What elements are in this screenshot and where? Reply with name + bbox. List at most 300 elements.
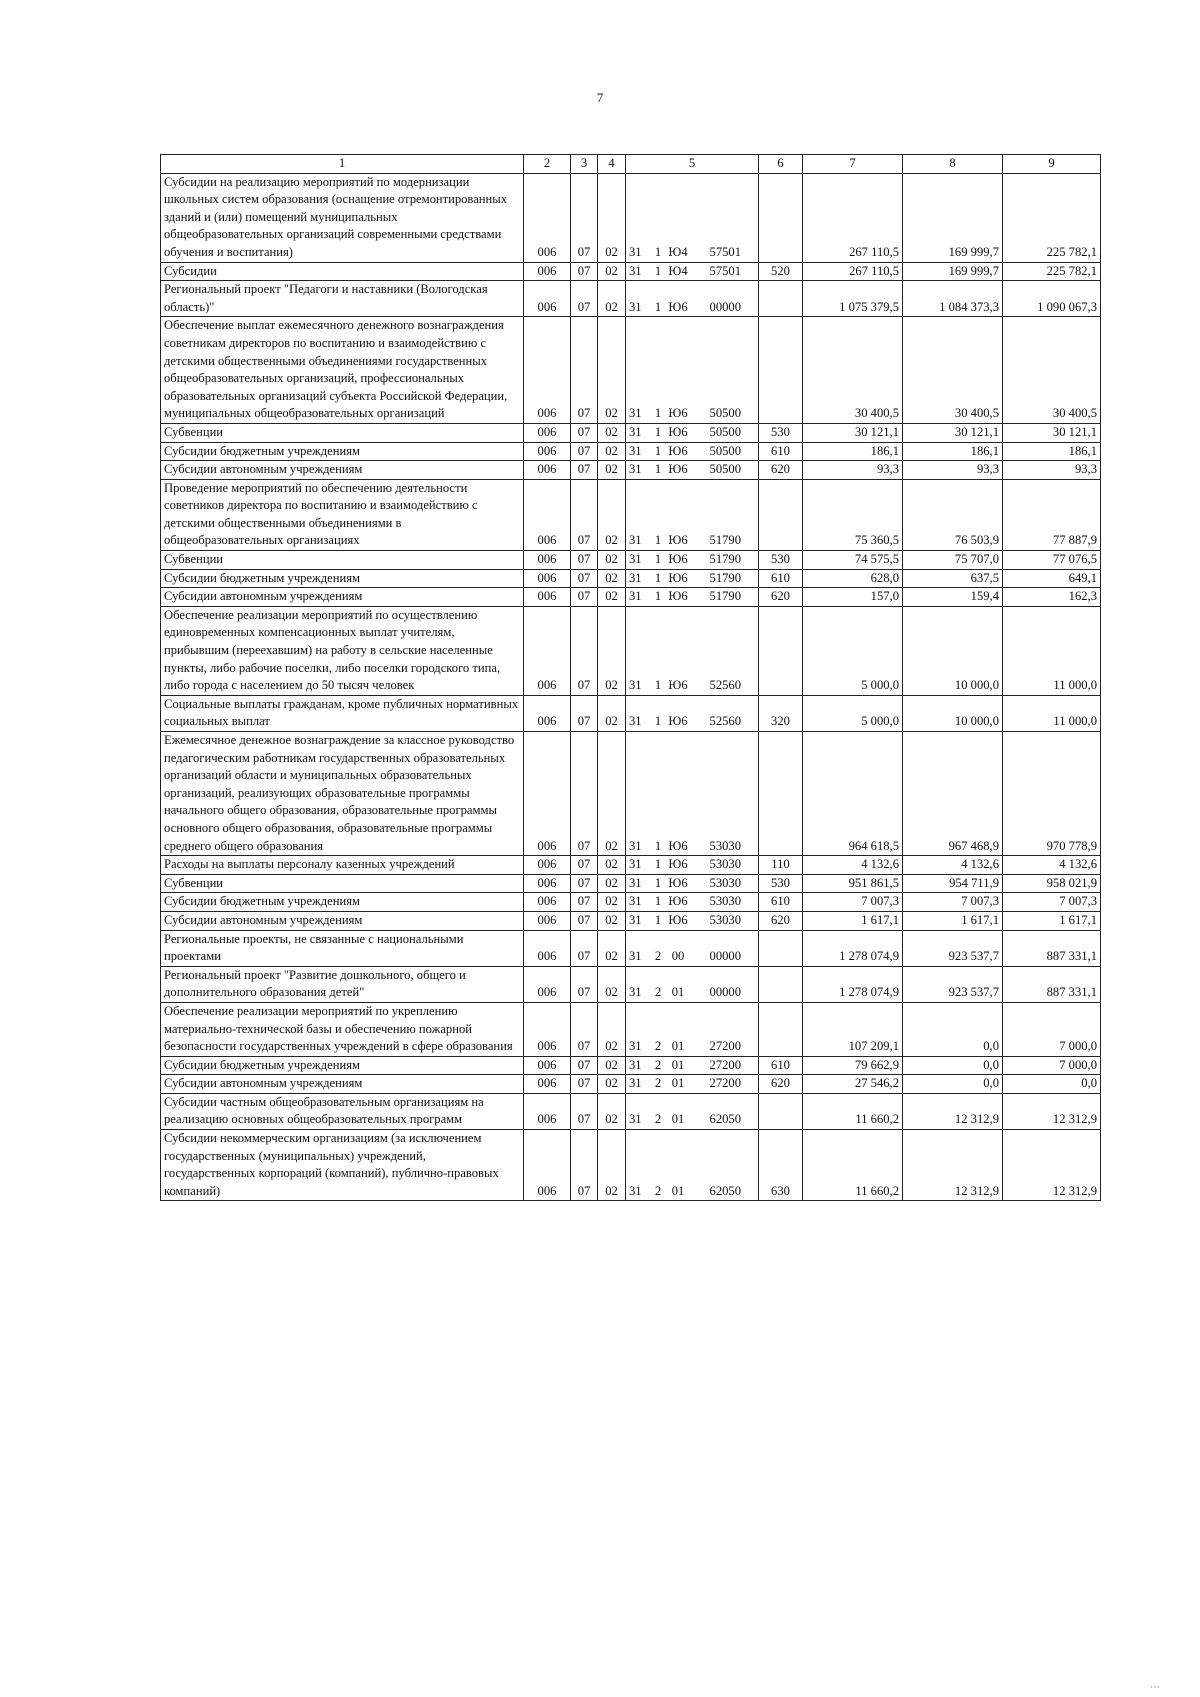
target-article-part: 2 (654, 1076, 662, 1091)
code-subsection: 02 (598, 1056, 626, 1075)
header-row (161, 155, 1101, 174)
target-article-part: 52560 (709, 678, 741, 693)
target-article-part: 00 (671, 949, 685, 964)
code-admin: 006 (524, 479, 571, 550)
target-article-part: 31 (629, 838, 642, 853)
code-admin: 006 (524, 1075, 571, 1094)
header-cell: 3 (571, 155, 598, 174)
code-admin: 006 (524, 1093, 571, 1129)
amount-col7: 1 617,1 (803, 911, 903, 930)
target-article-part: Ю4 (668, 244, 688, 259)
amount-col7: 11 660,2 (803, 1093, 903, 1129)
amount-col9: 7 000,0 (1003, 1056, 1101, 1075)
code-subsection: 02 (598, 569, 626, 588)
code-section: 07 (571, 695, 598, 731)
table-row (161, 317, 1101, 424)
amount-col8: 169 999,7 (903, 173, 1003, 262)
code-expense-type (759, 173, 803, 262)
table-row (161, 423, 1101, 442)
amount-col8: 0,0 (903, 1056, 1003, 1075)
amount-col9: 11 000,0 (1003, 695, 1101, 731)
amount-col8: 0,0 (903, 1075, 1003, 1094)
target-article-part: 31 (629, 857, 642, 872)
code-section: 07 (571, 588, 598, 607)
item-name: Расходы на выплаты персоналу казенных учреждений (161, 856, 524, 875)
code-admin: 006 (524, 1002, 571, 1056)
target-article-part: 1 (654, 838, 662, 853)
code-target-article (626, 173, 759, 262)
target-article-part: 2 (654, 1057, 662, 1072)
target-article-part: 57501 (709, 263, 741, 278)
code-target-article (626, 1002, 759, 1056)
code-expense-type: 610 (759, 569, 803, 588)
code-section: 07 (571, 874, 598, 893)
code-admin: 006 (524, 262, 571, 281)
code-section: 07 (571, 461, 598, 480)
code-section: 07 (571, 1056, 598, 1075)
code-subsection: 02 (598, 461, 626, 480)
amount-col7: 107 209,1 (803, 1002, 903, 1056)
code-admin: 006 (524, 423, 571, 442)
amount-col8: 1 617,1 (903, 911, 1003, 930)
amount-col7: 964 618,5 (803, 732, 903, 856)
table-row (161, 1056, 1101, 1075)
code-target-article (626, 966, 759, 1002)
amount-col8: 30 400,5 (903, 317, 1003, 424)
code-expense-type (759, 479, 803, 550)
target-article-part: 50500 (709, 424, 741, 439)
code-target-article (626, 930, 759, 966)
amount-col7: 186,1 (803, 442, 903, 461)
amount-col8: 75 707,0 (903, 551, 1003, 570)
target-article-part: 31 (629, 462, 642, 477)
code-expense-type: 610 (759, 1056, 803, 1075)
code-expense-type: 530 (759, 423, 803, 442)
target-article-part: 2 (654, 949, 662, 964)
code-target-article (626, 423, 759, 442)
amount-col8: 186,1 (903, 442, 1003, 461)
target-article-part: 1 (654, 443, 662, 458)
code-expense-type: 620 (759, 911, 803, 930)
target-article-part: Ю6 (668, 443, 688, 458)
item-name: Обеспечение выплат ежемесячного денежного вознаграждения советникам директоров по воспитанию и взаимодействию с детскими общественными объединениями государственных общеобразовательных организаций, профессиональных образовательных организаций субъекта Российской Федерации, муниципальных общеобразовательных организаций (161, 317, 524, 424)
amount-col8: 76 503,9 (903, 479, 1003, 550)
target-article-part: 1 (654, 857, 662, 872)
amount-col7: 7 007,3 (803, 893, 903, 912)
item-name: Субсидии (161, 262, 524, 281)
code-section: 07 (571, 732, 598, 856)
target-article-part: 1 (654, 912, 662, 927)
amount-col8: 12 312,9 (903, 1093, 1003, 1129)
table-row (161, 262, 1101, 281)
code-expense-type (759, 281, 803, 317)
amount-col7: 628,0 (803, 569, 903, 588)
table-row (161, 930, 1101, 966)
amount-col7: 30 400,5 (803, 317, 903, 424)
target-article-part: 31 (629, 1076, 642, 1091)
target-article-part: 1 (654, 714, 662, 729)
amount-col9: 77 887,9 (1003, 479, 1101, 550)
code-subsection: 02 (598, 732, 626, 856)
item-name: Субсидии бюджетным учреждениям (161, 1056, 524, 1075)
target-article-part: 50500 (709, 462, 741, 477)
code-target-article (626, 442, 759, 461)
amount-col9: 1 090 067,3 (1003, 281, 1101, 317)
target-article-part: Ю6 (668, 894, 688, 909)
item-name: Субсидии бюджетным учреждениям (161, 893, 524, 912)
amount-col8: 4 132,6 (903, 856, 1003, 875)
table-row (161, 893, 1101, 912)
amount-col9: 4 132,6 (1003, 856, 1101, 875)
code-section: 07 (571, 423, 598, 442)
target-article-part: 1 (654, 406, 662, 421)
target-article-part: Ю6 (668, 462, 688, 477)
target-article-part: Ю4 (668, 263, 688, 278)
amount-col7: 157,0 (803, 588, 903, 607)
amount-col8: 1 084 373,3 (903, 281, 1003, 317)
code-admin: 006 (524, 911, 571, 930)
target-article-part: 1 (654, 589, 662, 604)
code-expense-type: 620 (759, 1075, 803, 1094)
table-row (161, 911, 1101, 930)
target-article-part: 52560 (709, 714, 741, 729)
amount-col7: 951 861,5 (803, 874, 903, 893)
code-subsection: 02 (598, 442, 626, 461)
target-article-part: 51790 (709, 533, 741, 548)
target-article-part: 50500 (709, 406, 741, 421)
amount-col8: 0,0 (903, 1002, 1003, 1056)
code-expense-type: 610 (759, 442, 803, 461)
target-article-part: 01 (671, 1039, 685, 1054)
code-section: 07 (571, 930, 598, 966)
target-article-part: 31 (629, 985, 642, 1000)
code-section: 07 (571, 281, 598, 317)
target-article-part: Ю6 (668, 714, 688, 729)
item-name: Субсидии частным общеобразовательным организациям на реализацию основных общеобразовательных программ (161, 1093, 524, 1129)
table-row (161, 1075, 1101, 1094)
code-subsection: 02 (598, 262, 626, 281)
header-cell: 5 (626, 155, 759, 174)
target-article-part: 2 (654, 1112, 662, 1127)
code-admin: 006 (524, 569, 571, 588)
target-article-part: Ю6 (668, 424, 688, 439)
amount-col9: 12 312,9 (1003, 1093, 1101, 1129)
code-admin: 006 (524, 1130, 571, 1201)
code-admin: 006 (524, 281, 571, 317)
code-target-article (626, 874, 759, 893)
amount-col8: 10 000,0 (903, 606, 1003, 695)
code-subsection: 02 (598, 874, 626, 893)
code-subsection: 02 (598, 423, 626, 442)
item-name: Субвенции (161, 423, 524, 442)
table-row (161, 1130, 1101, 1201)
target-article-part: 62050 (709, 1183, 741, 1198)
item-name: Региональный проект "Развитие дошкольного, общего и дополнительного образования детей" (161, 966, 524, 1002)
target-article-part: 01 (671, 1112, 685, 1127)
code-subsection: 02 (598, 173, 626, 262)
header-cell: 1 (161, 155, 524, 174)
target-article-part: 1 (654, 244, 662, 259)
code-admin: 006 (524, 442, 571, 461)
target-article-part: 00000 (709, 985, 741, 1000)
amount-col7: 4 132,6 (803, 856, 903, 875)
code-expense-type: 610 (759, 893, 803, 912)
code-admin: 006 (524, 461, 571, 480)
target-article-part: 31 (629, 263, 642, 278)
amount-col7: 5 000,0 (803, 695, 903, 731)
target-article-part: 01 (671, 1183, 685, 1198)
target-article-part: 31 (629, 875, 642, 890)
amount-col8: 637,5 (903, 569, 1003, 588)
table-row (161, 1093, 1101, 1129)
amount-col8: 923 537,7 (903, 930, 1003, 966)
amount-col9: 30 121,1 (1003, 423, 1101, 442)
amount-col9: 649,1 (1003, 569, 1101, 588)
code-subsection: 02 (598, 695, 626, 731)
code-subsection: 02 (598, 317, 626, 424)
amount-col7: 74 575,5 (803, 551, 903, 570)
target-article-part: 53030 (709, 838, 741, 853)
amount-col7: 1 278 074,9 (803, 966, 903, 1002)
header-cell: 6 (759, 155, 803, 174)
code-expense-type: 630 (759, 1130, 803, 1201)
amount-col7: 79 662,9 (803, 1056, 903, 1075)
target-article-part: 31 (629, 1112, 642, 1127)
code-admin: 006 (524, 966, 571, 1002)
target-article-part: 57501 (709, 244, 741, 259)
target-article-part: 31 (629, 244, 642, 259)
code-admin: 006 (524, 856, 571, 875)
target-article-part: 31 (629, 570, 642, 585)
amount-col7: 1 075 379,5 (803, 281, 903, 317)
code-subsection: 02 (598, 551, 626, 570)
table-row (161, 479, 1101, 550)
item-name: Субвенции (161, 551, 524, 570)
target-article-part: 1 (654, 570, 662, 585)
amount-col9: 970 778,9 (1003, 732, 1101, 856)
amount-col8: 923 537,7 (903, 966, 1003, 1002)
code-subsection: 02 (598, 281, 626, 317)
target-article-part: 1 (654, 424, 662, 439)
code-expense-type (759, 606, 803, 695)
amount-col8: 12 312,9 (903, 1130, 1003, 1201)
item-name: Обеспечение реализации мероприятий по осуществлению единовременных компенсационных выплат учителям, прибывшим (переехавшим) на работу в сельские населенные пункты, либо рабочие поселки, либо поселки городского типа, либо города с населением до 50 тысяч человек (161, 606, 524, 695)
target-article-part: 31 (629, 1057, 642, 1072)
header-cell: 7 (803, 155, 903, 174)
code-section: 07 (571, 1093, 598, 1129)
target-article-part: 01 (671, 1076, 685, 1091)
code-subsection: 02 (598, 893, 626, 912)
code-admin: 006 (524, 588, 571, 607)
code-target-article (626, 588, 759, 607)
amount-col9: 12 312,9 (1003, 1130, 1101, 1201)
amount-col9: 186,1 (1003, 442, 1101, 461)
code-target-article (626, 695, 759, 731)
code-section: 07 (571, 262, 598, 281)
item-name: Субсидии автономным учреждениям (161, 461, 524, 480)
amount-col7: 11 660,2 (803, 1130, 903, 1201)
target-article-part: 1 (654, 299, 662, 314)
item-name: Обеспечение реализации мероприятий по укреплению материально-технической базы и обеспечению пожарной безопасности государственных учреждений в сфере образования (161, 1002, 524, 1056)
code-expense-type (759, 1002, 803, 1056)
code-subsection: 02 (598, 479, 626, 550)
target-article-part: 1 (654, 678, 662, 693)
code-target-article (626, 569, 759, 588)
code-section: 07 (571, 317, 598, 424)
amount-col8: 7 007,3 (903, 893, 1003, 912)
target-article-part: 31 (629, 949, 642, 964)
table-body (161, 173, 1101, 1201)
code-admin: 006 (524, 893, 571, 912)
amount-col9: 7 000,0 (1003, 1002, 1101, 1056)
code-target-article (626, 281, 759, 317)
code-section: 07 (571, 966, 598, 1002)
target-article-part: 31 (629, 424, 642, 439)
code-expense-type (759, 732, 803, 856)
header-cell: 2 (524, 155, 571, 174)
amount-col7: 267 110,5 (803, 262, 903, 281)
code-subsection: 02 (598, 911, 626, 930)
code-admin: 006 (524, 695, 571, 731)
code-target-article (626, 262, 759, 281)
target-article-part: 31 (629, 406, 642, 421)
code-expense-type: 110 (759, 856, 803, 875)
code-target-article (626, 1075, 759, 1094)
target-article-part: Ю6 (668, 838, 688, 853)
target-article-part: 1 (654, 552, 662, 567)
amount-col7: 27 546,2 (803, 1075, 903, 1094)
code-target-article (626, 893, 759, 912)
item-name: Субсидии на реализацию мероприятий по модернизации школьных систем образования (оснащение отремонтированных зданий и (или) помещений муниципальных общеобразовательных организаций современными средствами обучения и воспитания) (161, 173, 524, 262)
table-row (161, 442, 1101, 461)
amount-col9: 30 400,5 (1003, 317, 1101, 424)
target-article-part: Ю6 (668, 533, 688, 548)
amount-col9: 7 007,3 (1003, 893, 1101, 912)
amount-col8: 169 999,7 (903, 262, 1003, 281)
target-article-part: 2 (654, 1183, 662, 1198)
target-article-part: 27200 (709, 1076, 741, 1091)
code-target-article (626, 732, 759, 856)
target-article-part: 31 (629, 678, 642, 693)
target-article-part: 01 (671, 1057, 685, 1072)
amount-col9: 887 331,1 (1003, 930, 1101, 966)
amount-col7: 5 000,0 (803, 606, 903, 695)
target-article-part: Ю6 (668, 406, 688, 421)
code-target-article (626, 1093, 759, 1129)
item-name: Субсидии автономным учреждениям (161, 1075, 524, 1094)
table-row (161, 695, 1101, 731)
budget-table (160, 154, 1101, 1201)
code-subsection: 02 (598, 606, 626, 695)
target-article-part: 00000 (709, 949, 741, 964)
amount-col7: 75 360,5 (803, 479, 903, 550)
item-name: Субсидии некоммерческим организациям (за исключением государственных (муниципальных) учреждений, государственных корпораций (компаний), публично-правовых компаний) (161, 1130, 524, 1201)
amount-col9: 225 782,1 (1003, 173, 1101, 262)
code-admin: 006 (524, 874, 571, 893)
item-name: Субсидии бюджетным учреждениям (161, 569, 524, 588)
target-article-part: Ю6 (668, 875, 688, 890)
target-article-part: 53030 (709, 857, 741, 872)
target-article-part: 31 (629, 589, 642, 604)
amount-col8: 30 121,1 (903, 423, 1003, 442)
amount-col8: 967 468,9 (903, 732, 1003, 856)
target-article-part: 53030 (709, 894, 741, 909)
code-expense-type: 520 (759, 262, 803, 281)
code-target-article (626, 317, 759, 424)
amount-col7: 267 110,5 (803, 173, 903, 262)
code-expense-type: 530 (759, 874, 803, 893)
code-section: 07 (571, 551, 598, 570)
amount-col8: 10 000,0 (903, 695, 1003, 731)
table-row (161, 874, 1101, 893)
code-section: 07 (571, 173, 598, 262)
table-row (161, 856, 1101, 875)
code-target-article (626, 461, 759, 480)
header-cell: 8 (903, 155, 1003, 174)
code-expense-type: 530 (759, 551, 803, 570)
code-section: 07 (571, 442, 598, 461)
code-admin: 006 (524, 551, 571, 570)
target-article-part: Ю6 (668, 857, 688, 872)
target-article-part: 1 (654, 875, 662, 890)
target-article-part: 51790 (709, 589, 741, 604)
code-target-article (626, 1056, 759, 1075)
amount-col9: 0,0 (1003, 1075, 1101, 1094)
target-article-part: 53030 (709, 912, 741, 927)
code-expense-type (759, 966, 803, 1002)
code-section: 07 (571, 569, 598, 588)
code-admin: 006 (524, 732, 571, 856)
code-section: 07 (571, 606, 598, 695)
item-name: Социальные выплаты гражданам, кроме публичных нормативных социальных выплат (161, 695, 524, 731)
code-expense-type: 620 (759, 588, 803, 607)
code-subsection: 02 (598, 1075, 626, 1094)
item-name: Субсидии бюджетным учреждениям (161, 442, 524, 461)
code-expense-type (759, 930, 803, 966)
table-row (161, 281, 1101, 317)
amount-col8: 954 711,9 (903, 874, 1003, 893)
code-subsection: 02 (598, 1130, 626, 1201)
amount-col9: 887 331,1 (1003, 966, 1101, 1002)
table-row (161, 1002, 1101, 1056)
header-cell: 9 (1003, 155, 1101, 174)
target-article-part: 1 (654, 263, 662, 278)
code-subsection: 02 (598, 966, 626, 1002)
code-section: 07 (571, 479, 598, 550)
amount-col9: 162,3 (1003, 588, 1101, 607)
code-admin: 006 (524, 606, 571, 695)
target-article-part: 31 (629, 443, 642, 458)
target-article-part: 51790 (709, 570, 741, 585)
code-subsection: 02 (598, 856, 626, 875)
code-admin: 006 (524, 317, 571, 424)
code-target-article (626, 1130, 759, 1201)
table-row (161, 732, 1101, 856)
target-article-part: 1 (654, 894, 662, 909)
code-section: 07 (571, 893, 598, 912)
code-subsection: 02 (598, 588, 626, 607)
target-article-part: 27200 (709, 1057, 741, 1072)
amount-col9: 93,3 (1003, 461, 1101, 480)
target-article-part: 2 (654, 985, 662, 1000)
target-article-part: Ю6 (668, 552, 688, 567)
code-expense-type: 620 (759, 461, 803, 480)
target-article-part: Ю6 (668, 570, 688, 585)
code-admin: 006 (524, 930, 571, 966)
target-article-part: 31 (629, 299, 642, 314)
amount-col7: 93,3 (803, 461, 903, 480)
target-article-part: 31 (629, 894, 642, 909)
